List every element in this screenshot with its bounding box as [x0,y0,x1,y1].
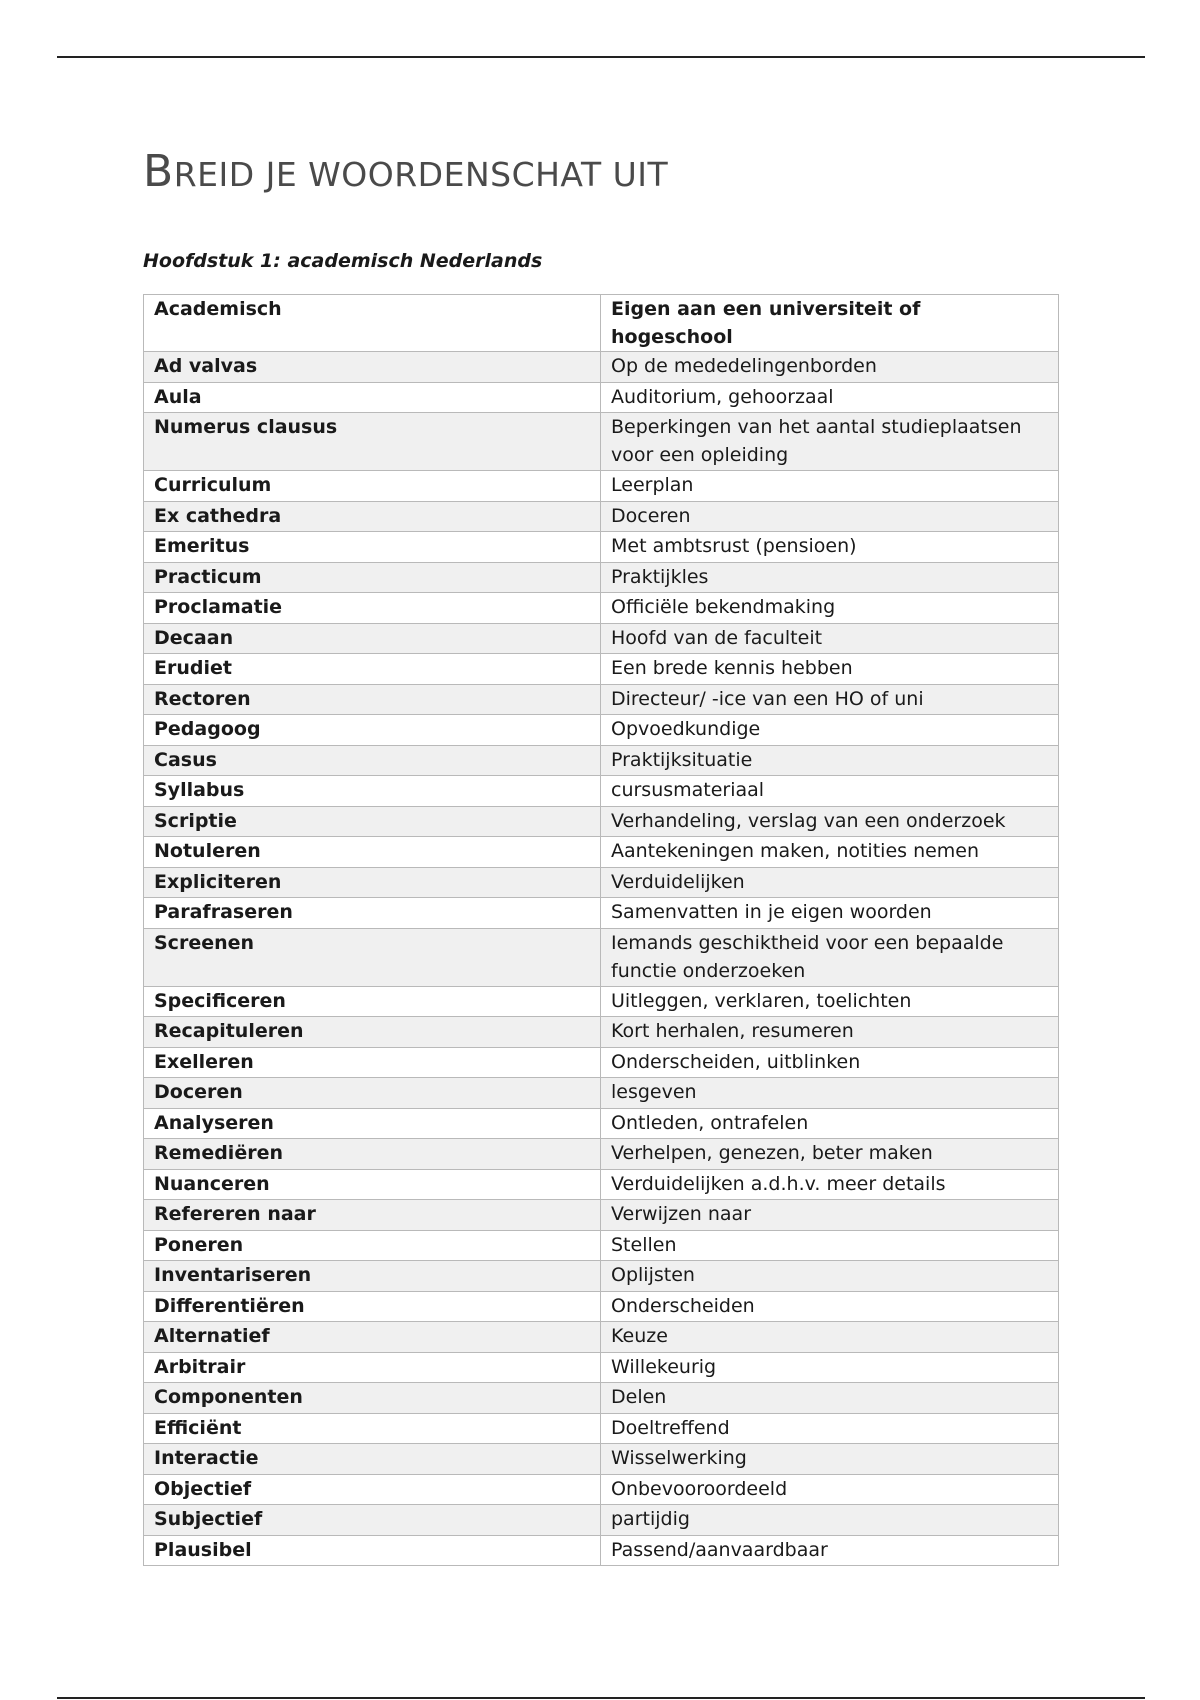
definition-cell: Onderscheiden [601,1291,1059,1322]
definition-cell: Praktijksituatie [601,745,1059,776]
table-row [144,501,1059,532]
term-cell: Remediëren [144,1139,601,1170]
table-row [144,898,1059,929]
table-row [144,562,1059,593]
term-cell: Exelleren [144,1047,601,1078]
definition-cell: Oplijsten [601,1261,1059,1292]
table-row [144,806,1059,837]
term-cell: Proclamatie [144,593,601,624]
term-cell: Pedagoog [144,715,601,746]
definition-cell: Een brede kennis hebben [601,654,1059,685]
definition-cell: Keuze [601,1322,1059,1353]
definition-cell: Onbevooroordeeld [601,1474,1059,1505]
definition-cell: Verduidelijken [601,867,1059,898]
table-header-row [144,295,1059,352]
definition-cell: partijdig [601,1505,1059,1536]
definition-cell: Verwijzen naar [601,1200,1059,1231]
table-row [144,1505,1059,1536]
definition-cell: Verhelpen, genezen, beter maken [601,1139,1059,1170]
term-cell: Doceren [144,1078,601,1109]
term-cell: Objectief [144,1474,601,1505]
term-cell: Alternatief [144,1322,601,1353]
term-cell: Poneren [144,1230,601,1261]
table-row [144,413,1059,471]
table-row [144,1017,1059,1048]
table-row [144,1108,1059,1139]
term-cell: Refereren naar [144,1200,601,1231]
table-row [144,986,1059,1017]
term-cell: Recapituleren [144,1017,601,1048]
table-row [144,654,1059,685]
table-row [144,867,1059,898]
table-row [144,928,1059,986]
table-row [144,776,1059,807]
table-row [144,1474,1059,1505]
title-rest: REID JE WOORDENSCHAT UIT [173,155,669,194]
term-cell: Syllabus [144,776,601,807]
definition-cell: cursusmateriaal [601,776,1059,807]
table-row [144,1291,1059,1322]
table-row [144,1047,1059,1078]
term-cell: Parafraseren [144,898,601,929]
term-cell: Nuanceren [144,1169,601,1200]
table-row [144,352,1059,383]
term-cell: Decaan [144,623,601,654]
term-cell: Expliciteren [144,867,601,898]
definition-cell: Eigen aan een universiteit of hogeschool [601,295,1059,352]
table-row [144,532,1059,563]
term-cell: Arbitrair [144,1352,601,1383]
definition-cell: Wisselwerking [601,1444,1059,1475]
term-cell: Differentiëren [144,1291,601,1322]
term-cell: Notuleren [144,837,601,868]
definition-cell: Op de mededelingenborden [601,352,1059,383]
definition-cell: Passend/aanvaardbaar [601,1535,1059,1566]
table-row [144,837,1059,868]
definition-cell: Stellen [601,1230,1059,1261]
definition-cell: Verhandeling, verslag van een onderzoek [601,806,1059,837]
table-row [144,1413,1059,1444]
table-row [144,1169,1059,1200]
table-row [144,1230,1059,1261]
term-cell: Aula [144,382,601,413]
definition-cell: lesgeven [601,1078,1059,1109]
table-row [144,623,1059,654]
definition-cell: Onderscheiden, uitblinken [601,1047,1059,1078]
definition-cell: Doceren [601,501,1059,532]
footer-rule [57,1697,1145,1699]
table-row [144,1444,1059,1475]
table-row [144,593,1059,624]
definition-cell: Iemands geschiktheid voor een bepaalde functie onderzoeken [601,928,1059,986]
term-cell: Plausibel [144,1535,601,1566]
definition-cell: Verduidelijken a.d.h.v. meer details [601,1169,1059,1200]
table-row [144,471,1059,502]
term-cell: Screenen [144,928,601,986]
definition-cell: Ontleden, ontrafelen [601,1108,1059,1139]
title-initial: B [143,146,174,197]
definition-cell: Kort herhalen, resumeren [601,1017,1059,1048]
definition-cell: Delen [601,1383,1059,1414]
definition-cell: Beperkingen van het aantal studieplaatsen voor een opleiding [601,413,1059,471]
definition-cell: Auditorium, gehoorzaal [601,382,1059,413]
table-row [144,1383,1059,1414]
table-row [144,1261,1059,1292]
definition-cell: Willekeurig [601,1352,1059,1383]
table-row [144,684,1059,715]
term-cell: Subjectief [144,1505,601,1536]
definition-cell: Uitleggen, verklaren, toelichten [601,986,1059,1017]
definition-cell: Samenvatten in je eigen woorden [601,898,1059,929]
definition-cell: Leerplan [601,471,1059,502]
term-cell: Interactie [144,1444,601,1475]
header-rule [57,56,1145,58]
table-row [144,1200,1059,1231]
term-cell: Curriculum [144,471,601,502]
table-row [144,1535,1059,1566]
definition-cell: Doeltreffend [601,1413,1059,1444]
term-cell: Rectoren [144,684,601,715]
table-row [144,382,1059,413]
table-row [144,1352,1059,1383]
term-cell: Analyseren [144,1108,601,1139]
table-row [144,745,1059,776]
term-cell: Casus [144,745,601,776]
vocabulary-table-body [144,295,1059,1566]
term-cell: Practicum [144,562,601,593]
definition-cell: Officiële bekendmaking [601,593,1059,624]
term-cell: Scriptie [144,806,601,837]
table-row [144,1322,1059,1353]
term-cell: Emeritus [144,532,601,563]
term-cell: Specificeren [144,986,601,1017]
term-cell: Academisch [144,295,601,352]
term-cell: Inventariseren [144,1261,601,1292]
table-row [144,1139,1059,1170]
term-cell: Componenten [144,1383,601,1414]
table-row [144,1078,1059,1109]
term-cell: Ad valvas [144,352,601,383]
definition-cell: Hoofd van de faculteit [601,623,1059,654]
vocabulary-table [143,294,1059,1566]
chapter-heading: Hoofdstuk 1: academisch Nederlands [143,250,543,272]
term-cell: Erudiet [144,654,601,685]
definition-cell: Praktijkles [601,562,1059,593]
term-cell: Efficiënt [144,1413,601,1444]
term-cell: Ex cathedra [144,501,601,532]
page-title [143,146,668,201]
term-cell: Numerus clausus [144,413,601,471]
definition-cell: Directeur/ -ice van een HO of uni [601,684,1059,715]
definition-cell: Opvoedkundige [601,715,1059,746]
definition-cell: Aantekeningen maken, notities nemen [601,837,1059,868]
table-row [144,715,1059,746]
definition-cell: Met ambtsrust (pensioen) [601,532,1059,563]
